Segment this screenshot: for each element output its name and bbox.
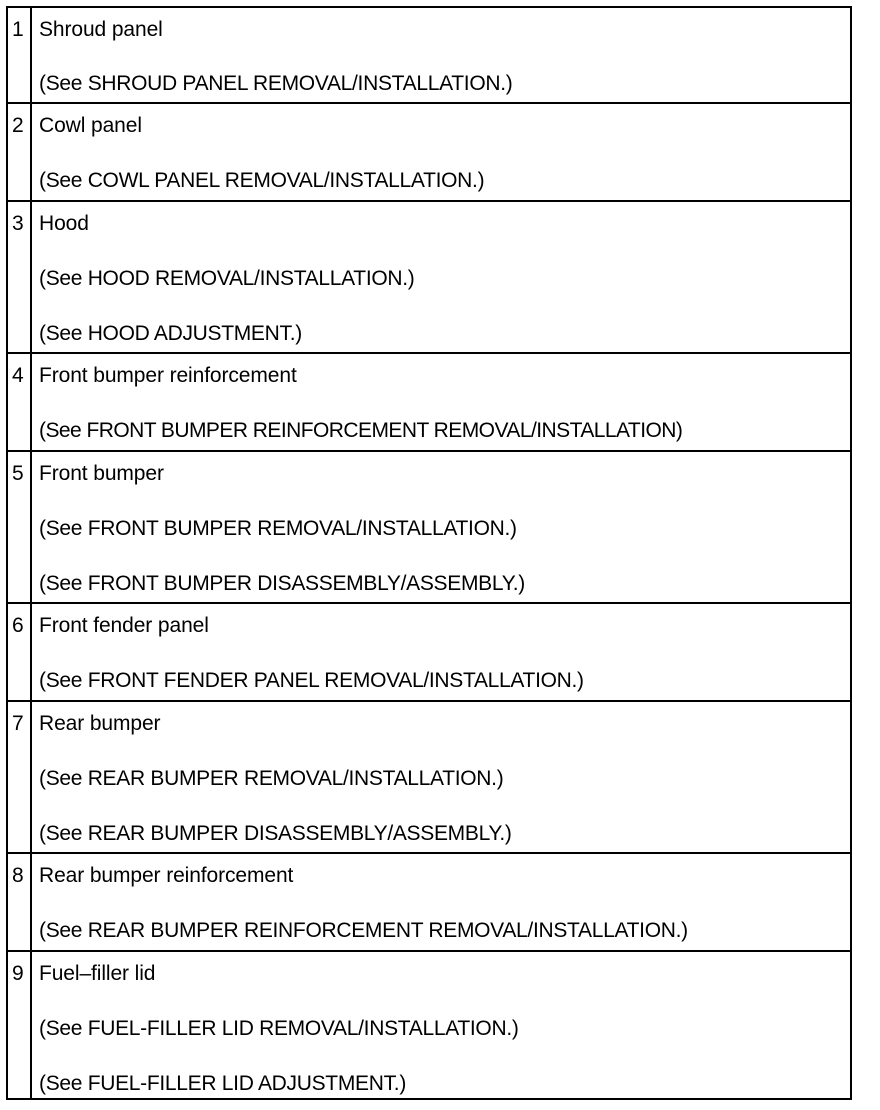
part-name: Rear bumper (39, 712, 161, 735)
row-number: 2 (12, 114, 24, 137)
row-number-cell (8, 854, 32, 950)
reference-link[interactable]: (See SHROUD PANEL REMOVAL/INSTALLATION.) (39, 72, 513, 95)
table-row (8, 104, 850, 202)
reference-link[interactable]: (See FUEL-FILLER LID REMOVAL/INSTALLATION.) (39, 1017, 519, 1040)
reference-link[interactable]: (See HOOD ADJUSTMENT.) (39, 322, 302, 345)
table-row (8, 604, 850, 702)
row-number-cell (8, 452, 32, 602)
part-name: Rear bumper reinforcement (39, 864, 294, 887)
reference-link[interactable]: (See FRONT FENDER PANEL REMOVAL/INSTALLATION.) (39, 669, 584, 692)
part-name: Front bumper (39, 462, 164, 485)
row-number-cell (8, 8, 32, 102)
parts-reference-table (6, 6, 852, 1100)
row-number-cell (8, 702, 32, 852)
part-name: Hood (39, 212, 89, 235)
table-row (8, 354, 850, 452)
row-number-cell (8, 202, 32, 352)
part-name: Front fender panel (39, 614, 209, 637)
reference-link[interactable]: (See FRONT BUMPER REMOVAL/INSTALLATION.) (39, 517, 517, 540)
reference-link[interactable]: (See FRONT BUMPER REINFORCEMENT REMOVAL/INSTALLATION) (39, 419, 683, 442)
table-row (8, 854, 850, 952)
part-name: Cowl panel (39, 114, 142, 137)
table-row (8, 702, 850, 854)
row-number: 6 (12, 614, 24, 637)
reference-link[interactable]: (See HOOD REMOVAL/INSTALLATION.) (39, 267, 415, 290)
row-number-cell (8, 952, 32, 1098)
table-row (8, 952, 850, 1098)
row-number-cell (8, 604, 32, 700)
row-number-cell (8, 354, 32, 450)
part-name: Front bumper reinforcement (39, 364, 297, 387)
table-row (8, 452, 850, 604)
row-number: 7 (12, 712, 24, 735)
reference-link[interactable]: (See COWL PANEL REMOVAL/INSTALLATION.) (39, 169, 485, 192)
row-number-cell (8, 104, 32, 200)
row-number: 1 (12, 18, 24, 41)
table-row (8, 202, 850, 354)
row-number: 9 (12, 962, 24, 985)
reference-link[interactable]: (See REAR BUMPER REMOVAL/INSTALLATION.) (39, 767, 504, 790)
table-row (8, 8, 850, 104)
row-number: 5 (12, 462, 24, 485)
part-name: Fuel–filler lid (39, 962, 156, 985)
reference-link[interactable]: (See REAR BUMPER DISASSEMBLY/ASSEMBLY.) (39, 822, 512, 845)
row-number: 3 (12, 212, 24, 235)
reference-link[interactable]: (See REAR BUMPER REINFORCEMENT REMOVAL/INSTALLATION.) (39, 919, 688, 942)
reference-link[interactable]: (See FUEL-FILLER LID ADJUSTMENT.) (39, 1072, 407, 1095)
reference-link[interactable]: (See FRONT BUMPER DISASSEMBLY/ASSEMBLY.) (39, 572, 525, 595)
part-name: Shroud panel (39, 18, 163, 41)
row-number: 4 (12, 364, 24, 387)
row-number: 8 (12, 864, 24, 887)
